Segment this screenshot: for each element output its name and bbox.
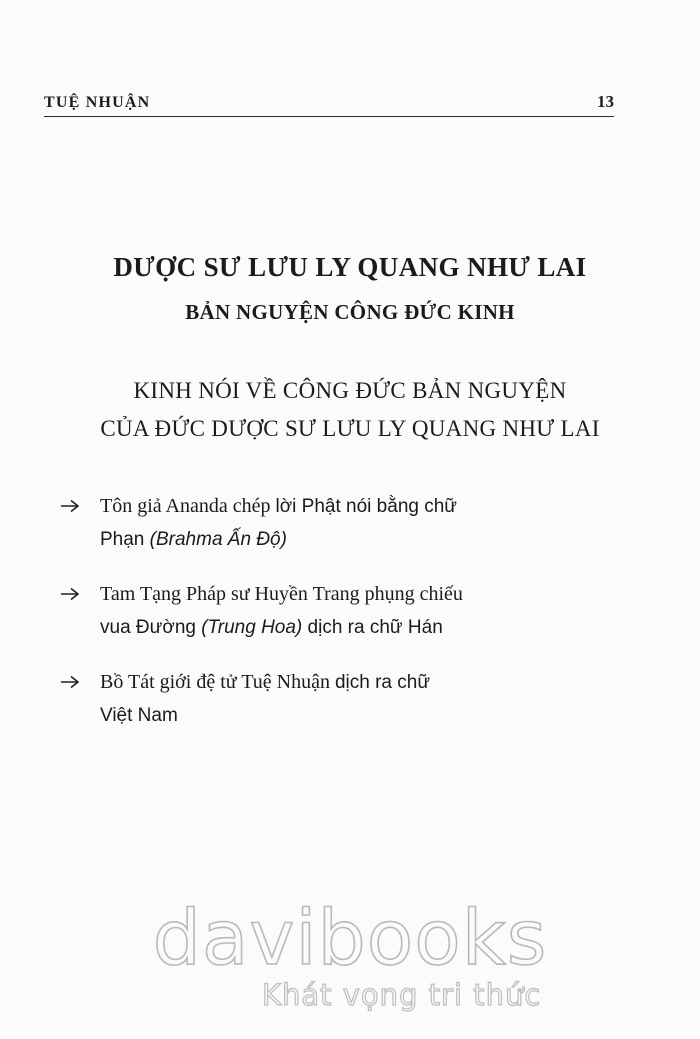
running-title: TUỆ NHUẬN xyxy=(44,94,151,111)
publisher-watermark xyxy=(0,893,700,1012)
description-line-1: KINH NÓI VỀ CÔNG ĐỨC BẢN NGUYỆN xyxy=(133,378,567,403)
credit-text-sans: dịch ra chữ Hán xyxy=(302,617,443,638)
credit-italic: (Trung Hoa) xyxy=(201,617,303,638)
translation-credits xyxy=(60,490,630,754)
credit-text-sans: vua Đường xyxy=(100,617,202,638)
credit-item xyxy=(60,666,630,732)
credit-item xyxy=(60,578,630,644)
arrow-bullet-icon xyxy=(60,490,82,522)
credit-italic: (Brahma Ấn Độ) xyxy=(149,529,287,550)
credit-line xyxy=(100,699,630,732)
credit-text-sans: Phạn xyxy=(100,529,150,550)
credit-text-sans: dịch ra chữ xyxy=(334,672,431,693)
description-line-2: CỦA ĐỨC DƯỢC SƯ LƯU LY QUANG NHƯ LAI xyxy=(100,416,600,441)
sutra-title: DƯỢC SƯ LƯU LY QUANG NHƯ LAI xyxy=(113,252,587,282)
credit-line xyxy=(100,578,630,611)
watermark-brand: davibooks xyxy=(152,893,548,982)
page-number: 13 xyxy=(597,92,614,111)
credit-text-sans: Việt Nam xyxy=(100,705,178,726)
sutra-subtitle: BẢN NGUYỆN CÔNG ĐỨC KINH xyxy=(185,300,515,324)
credit-line xyxy=(100,666,630,699)
credit-text: Tôn giả Ananda chép xyxy=(100,495,276,517)
credit-text: Bồ Tát giới đệ tử Tuệ Nhuận xyxy=(100,671,335,693)
credit-line xyxy=(100,611,630,644)
credit-text-sans: lời Phật nói bằng chữ xyxy=(275,496,458,517)
credit-line xyxy=(100,523,630,556)
credit-item xyxy=(60,490,630,556)
credit-line xyxy=(100,490,630,523)
running-header xyxy=(44,88,614,117)
arrow-bullet-icon xyxy=(60,578,82,610)
sutra-description xyxy=(0,372,700,448)
credit-text: Tam Tạng Pháp sư Huyền Trang phụng chiếu xyxy=(100,583,463,605)
arrow-bullet-icon xyxy=(60,666,82,698)
watermark-tagline: Khát vọng tri thức xyxy=(262,978,542,1012)
